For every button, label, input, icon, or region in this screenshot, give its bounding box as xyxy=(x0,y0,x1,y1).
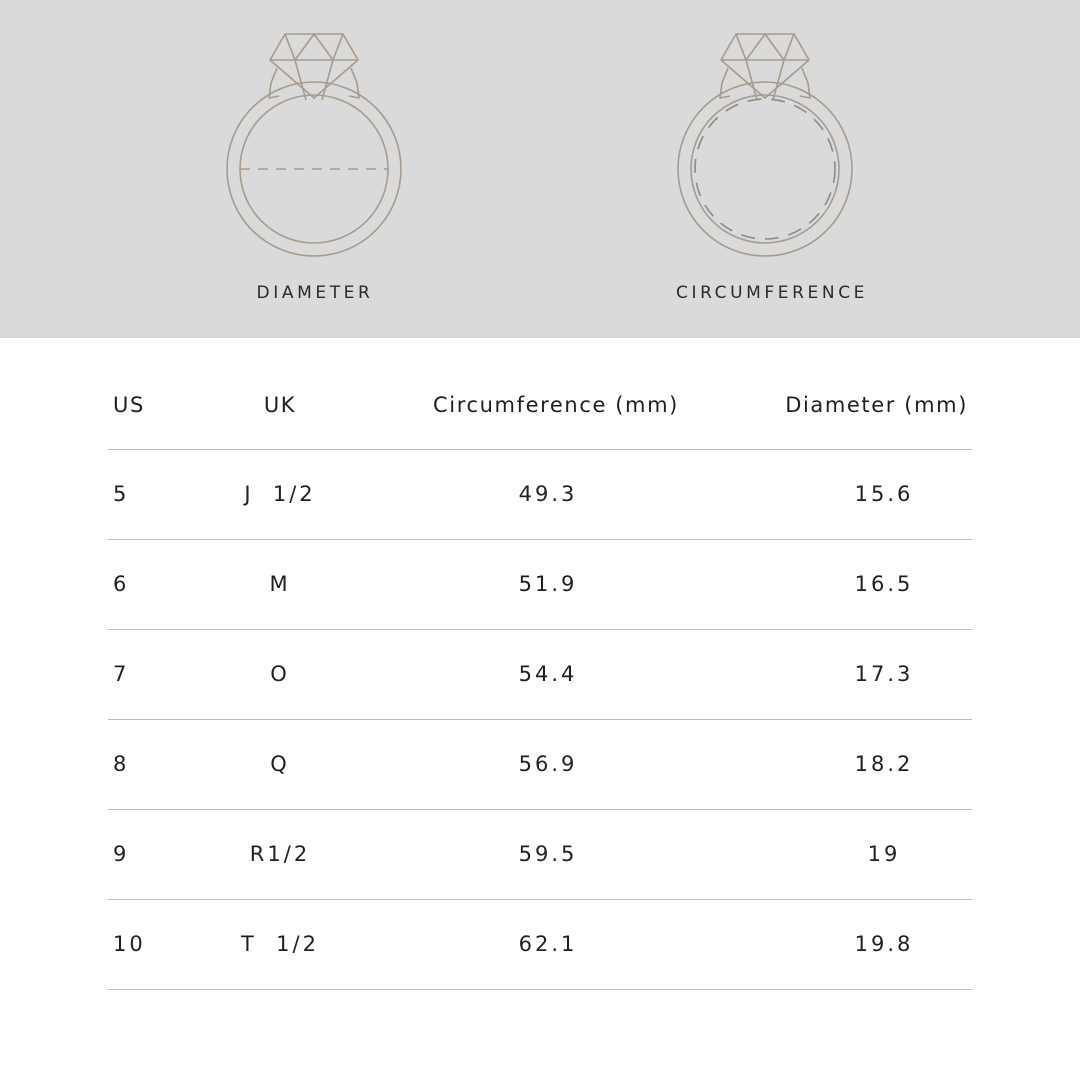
header-diameter: Diameter (mm) xyxy=(785,393,968,417)
table-row xyxy=(108,720,972,810)
cell-diameter: 16.5 xyxy=(854,572,914,596)
circumference-label: CIRCUMFERENCE xyxy=(675,283,869,303)
cell-uk: Q xyxy=(270,752,290,776)
cell-circumference: 54.4 xyxy=(518,662,578,686)
cell-circumference: 51.9 xyxy=(518,572,578,596)
cell-uk: O xyxy=(270,662,290,686)
table-row xyxy=(108,540,972,630)
diameter-label: DIAMETER xyxy=(256,283,374,303)
cell-diameter: 19 xyxy=(867,842,901,866)
cell-us: 7 xyxy=(113,662,130,686)
table-row xyxy=(108,630,972,720)
cell-us: 10 xyxy=(113,932,146,956)
cell-diameter: 18.2 xyxy=(854,752,914,776)
ring-size-table xyxy=(108,360,972,990)
cell-us: 8 xyxy=(113,752,130,776)
table-row xyxy=(108,810,972,900)
cell-circumference: 62.1 xyxy=(518,932,578,956)
header-uk: UK xyxy=(263,393,297,417)
cell-circumference: 59.5 xyxy=(518,842,578,866)
header-us: US xyxy=(113,393,145,417)
cell-uk: T 1/2 xyxy=(241,932,319,956)
cell-diameter: 17.3 xyxy=(854,662,914,686)
cell-diameter: 15.6 xyxy=(854,482,914,506)
circumference-ring-icon xyxy=(670,28,860,268)
cell-us: 5 xyxy=(113,482,130,506)
table-row xyxy=(108,450,972,540)
cell-uk: R1/2 xyxy=(249,842,311,866)
cell-circumference: 49.3 xyxy=(518,482,578,506)
table-header-row xyxy=(108,360,972,450)
diameter-ring-icon xyxy=(219,28,409,268)
cell-us: 6 xyxy=(113,572,130,596)
cell-uk: J 1/2 xyxy=(244,482,316,506)
header-circumference: Circumference (mm) xyxy=(433,393,679,417)
cell-diameter: 19.8 xyxy=(854,932,914,956)
cell-uk: M xyxy=(269,572,291,596)
cell-circumference: 56.9 xyxy=(518,752,578,776)
cell-us: 9 xyxy=(113,842,130,866)
table-row xyxy=(108,900,972,990)
ring-diagram-panel xyxy=(0,0,1080,338)
